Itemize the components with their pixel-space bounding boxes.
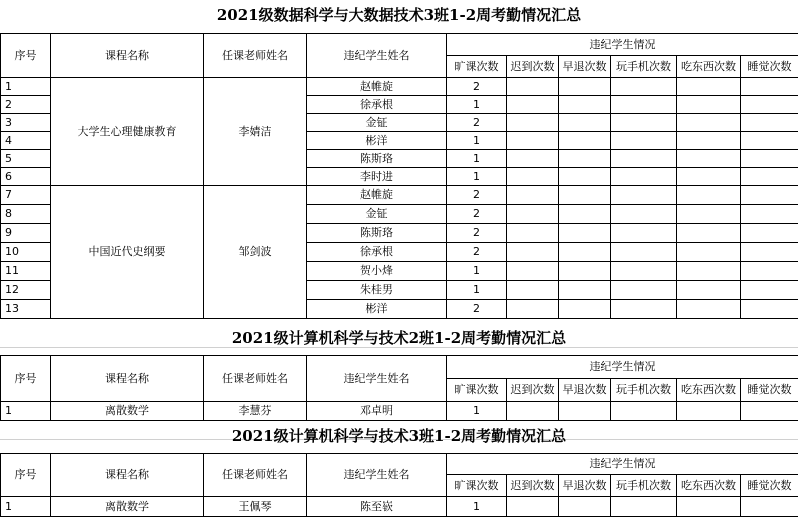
header-teacher: 任课老师姓名 bbox=[204, 356, 307, 402]
early-count bbox=[559, 114, 611, 132]
student-name: 徐承根 bbox=[307, 96, 447, 114]
early-count bbox=[559, 243, 611, 262]
header-seq: 序号 bbox=[1, 454, 51, 497]
row-seq: 10 bbox=[1, 243, 51, 262]
row-seq: 7 bbox=[1, 186, 51, 205]
row-seq: 5 bbox=[1, 150, 51, 168]
student-name: 陈斯珞 bbox=[307, 150, 447, 168]
early-count bbox=[559, 281, 611, 300]
row-seq: 9 bbox=[1, 224, 51, 243]
sleeping-count bbox=[741, 150, 798, 168]
header-phone: 玩手机次数 bbox=[611, 56, 677, 78]
eating-count bbox=[677, 224, 741, 243]
table-row bbox=[1, 402, 798, 421]
early-count bbox=[559, 78, 611, 96]
eating-count bbox=[677, 132, 741, 150]
phone-count bbox=[611, 186, 677, 205]
late-count bbox=[507, 205, 559, 224]
phone-count bbox=[611, 402, 677, 421]
absent-count: 2 bbox=[447, 205, 507, 224]
late-count bbox=[507, 262, 559, 281]
sleeping-count bbox=[741, 96, 798, 114]
eating-count bbox=[677, 186, 741, 205]
late-count bbox=[507, 96, 559, 114]
early-count bbox=[559, 132, 611, 150]
header-sleeping: 睡觉次数 bbox=[741, 56, 798, 78]
header-late: 迟到次数 bbox=[507, 56, 559, 78]
phone-count bbox=[611, 300, 677, 319]
eating-count bbox=[677, 300, 741, 319]
eating-count bbox=[677, 402, 741, 421]
header-course: 课程名称 bbox=[51, 454, 204, 497]
sleeping-count bbox=[741, 224, 798, 243]
row-seq: 8 bbox=[1, 205, 51, 224]
header-sleeping: 睡觉次数 bbox=[741, 475, 798, 497]
student-name: 金钲 bbox=[307, 114, 447, 132]
early-count bbox=[559, 205, 611, 224]
row-seq: 1 bbox=[1, 497, 51, 517]
late-count bbox=[507, 497, 559, 517]
header-early-leave: 早退次数 bbox=[559, 379, 611, 402]
header-course: 课程名称 bbox=[51, 34, 204, 78]
header-student: 违纪学生姓名 bbox=[307, 454, 447, 497]
sleeping-count bbox=[741, 300, 798, 319]
course-name: 离散数学 bbox=[51, 497, 204, 517]
eating-count bbox=[677, 114, 741, 132]
sleeping-count bbox=[741, 243, 798, 262]
eating-count bbox=[677, 497, 741, 517]
header-phone: 玩手机次数 bbox=[611, 379, 677, 402]
late-count bbox=[507, 114, 559, 132]
phone-count bbox=[611, 205, 677, 224]
student-name: 陈至嵚 bbox=[307, 497, 447, 517]
absent-count: 1 bbox=[447, 150, 507, 168]
absent-count: 1 bbox=[447, 497, 507, 517]
phone-count bbox=[611, 132, 677, 150]
phone-count bbox=[611, 243, 677, 262]
row-seq: 1 bbox=[1, 78, 51, 96]
early-count bbox=[559, 96, 611, 114]
late-count bbox=[507, 168, 559, 186]
late-count bbox=[507, 78, 559, 96]
early-count bbox=[559, 497, 611, 517]
absent-count: 2 bbox=[447, 78, 507, 96]
sheet-gridline bbox=[0, 347, 798, 348]
table3-title: 2021级计算机科学与技术3班1-2周考勤情况汇总 bbox=[231, 427, 567, 445]
sleeping-count bbox=[741, 132, 798, 150]
student-name: 邓卓明 bbox=[307, 402, 447, 421]
teacher-name: 李婧洁 bbox=[204, 78, 307, 186]
teacher-name: 邹剑波 bbox=[204, 186, 307, 319]
student-name: 朱桂男 bbox=[307, 281, 447, 300]
header-late: 迟到次数 bbox=[507, 379, 559, 402]
student-name: 贺小烽 bbox=[307, 262, 447, 281]
phone-count bbox=[611, 150, 677, 168]
header-late: 迟到次数 bbox=[507, 475, 559, 497]
eating-count bbox=[677, 281, 741, 300]
sleeping-count bbox=[741, 205, 798, 224]
sleeping-count bbox=[741, 168, 798, 186]
sleeping-count bbox=[741, 114, 798, 132]
phone-count bbox=[611, 96, 677, 114]
student-name: 徐承根 bbox=[307, 243, 447, 262]
absent-count: 1 bbox=[447, 168, 507, 186]
row-seq: 4 bbox=[1, 132, 51, 150]
sleeping-count bbox=[741, 78, 798, 96]
student-name: 赵帷旋 bbox=[307, 186, 447, 205]
header-sleeping: 睡觉次数 bbox=[741, 379, 798, 402]
header-violation-group: 违纪学生情况 bbox=[447, 34, 798, 56]
course-name: 中国近代史纲要 bbox=[51, 186, 204, 319]
row-seq: 1 bbox=[1, 402, 51, 421]
sleeping-count bbox=[741, 262, 798, 281]
header-phone: 玩手机次数 bbox=[611, 475, 677, 497]
header-violation-group: 违纪学生情况 bbox=[447, 356, 798, 379]
absent-count: 2 bbox=[447, 224, 507, 243]
header-seq: 序号 bbox=[1, 356, 51, 402]
absent-count: 1 bbox=[447, 262, 507, 281]
phone-count bbox=[611, 114, 677, 132]
eating-count bbox=[677, 96, 741, 114]
header-absent: 旷课次数 bbox=[447, 56, 507, 78]
sleeping-count bbox=[741, 281, 798, 300]
header-absent: 旷课次数 bbox=[447, 475, 507, 497]
early-count bbox=[559, 186, 611, 205]
phone-count bbox=[611, 497, 677, 517]
table1-title: 2021级数据科学与大数据技术3班1-2周考勤情况汇总 bbox=[216, 6, 582, 24]
sleeping-count bbox=[741, 186, 798, 205]
absent-count: 1 bbox=[447, 96, 507, 114]
table2-title: 2021级计算机科学与技术2班1-2周考勤情况汇总 bbox=[231, 329, 567, 347]
header-teacher: 任课老师姓名 bbox=[204, 454, 307, 497]
course-name: 大学生心理健康教育 bbox=[51, 78, 204, 186]
header-course: 课程名称 bbox=[51, 356, 204, 402]
header-eating: 吃东西次数 bbox=[677, 379, 741, 402]
phone-count bbox=[611, 168, 677, 186]
table-row bbox=[1, 186, 798, 205]
phone-count bbox=[611, 224, 677, 243]
phone-count bbox=[611, 78, 677, 96]
early-count bbox=[559, 224, 611, 243]
late-count bbox=[507, 150, 559, 168]
row-seq: 2 bbox=[1, 96, 51, 114]
student-name: 彬洋 bbox=[307, 132, 447, 150]
student-name: 赵帷旋 bbox=[307, 78, 447, 96]
attendance-table-3 bbox=[0, 453, 798, 517]
sleeping-count bbox=[741, 402, 798, 421]
eating-count bbox=[677, 205, 741, 224]
row-seq: 13 bbox=[1, 300, 51, 319]
absent-count: 1 bbox=[447, 402, 507, 421]
row-seq: 11 bbox=[1, 262, 51, 281]
late-count bbox=[507, 300, 559, 319]
teacher-name: 王佩琴 bbox=[204, 497, 307, 517]
late-count bbox=[507, 243, 559, 262]
late-count bbox=[507, 224, 559, 243]
absent-count: 2 bbox=[447, 243, 507, 262]
header-absent: 旷课次数 bbox=[447, 379, 507, 402]
student-name: 陈斯珞 bbox=[307, 224, 447, 243]
row-seq: 12 bbox=[1, 281, 51, 300]
early-count bbox=[559, 150, 611, 168]
late-count bbox=[507, 186, 559, 205]
header-eating: 吃东西次数 bbox=[677, 56, 741, 78]
student-name: 李时进 bbox=[307, 168, 447, 186]
absent-count: 1 bbox=[447, 281, 507, 300]
eating-count bbox=[677, 168, 741, 186]
row-seq: 6 bbox=[1, 168, 51, 186]
late-count bbox=[507, 132, 559, 150]
late-count bbox=[507, 281, 559, 300]
course-name: 离散数学 bbox=[51, 402, 204, 421]
phone-count bbox=[611, 281, 677, 300]
teacher-name: 李慧芬 bbox=[204, 402, 307, 421]
eating-count bbox=[677, 243, 741, 262]
absent-count: 2 bbox=[447, 186, 507, 205]
eating-count bbox=[677, 262, 741, 281]
absent-count: 1 bbox=[447, 132, 507, 150]
late-count bbox=[507, 402, 559, 421]
table-row bbox=[1, 78, 798, 96]
eating-count bbox=[677, 78, 741, 96]
phone-count bbox=[611, 262, 677, 281]
attendance-table-1 bbox=[0, 33, 798, 319]
header-eating: 吃东西次数 bbox=[677, 475, 741, 497]
sleeping-count bbox=[741, 497, 798, 517]
header-student: 违纪学生姓名 bbox=[307, 34, 447, 78]
header-early-leave: 早退次数 bbox=[559, 475, 611, 497]
attendance-table-2 bbox=[0, 355, 798, 421]
early-count bbox=[559, 300, 611, 319]
student-name: 彬洋 bbox=[307, 300, 447, 319]
eating-count bbox=[677, 150, 741, 168]
early-count bbox=[559, 402, 611, 421]
student-name: 金钲 bbox=[307, 205, 447, 224]
header-violation-group: 违纪学生情况 bbox=[447, 454, 798, 475]
header-early-leave: 早退次数 bbox=[559, 56, 611, 78]
early-count bbox=[559, 168, 611, 186]
early-count bbox=[559, 262, 611, 281]
header-teacher: 任课老师姓名 bbox=[204, 34, 307, 78]
row-seq: 3 bbox=[1, 114, 51, 132]
header-student: 违纪学生姓名 bbox=[307, 356, 447, 402]
header-seq: 序号 bbox=[1, 34, 51, 78]
absent-count: 2 bbox=[447, 300, 507, 319]
table-row bbox=[1, 497, 798, 517]
absent-count: 2 bbox=[447, 114, 507, 132]
